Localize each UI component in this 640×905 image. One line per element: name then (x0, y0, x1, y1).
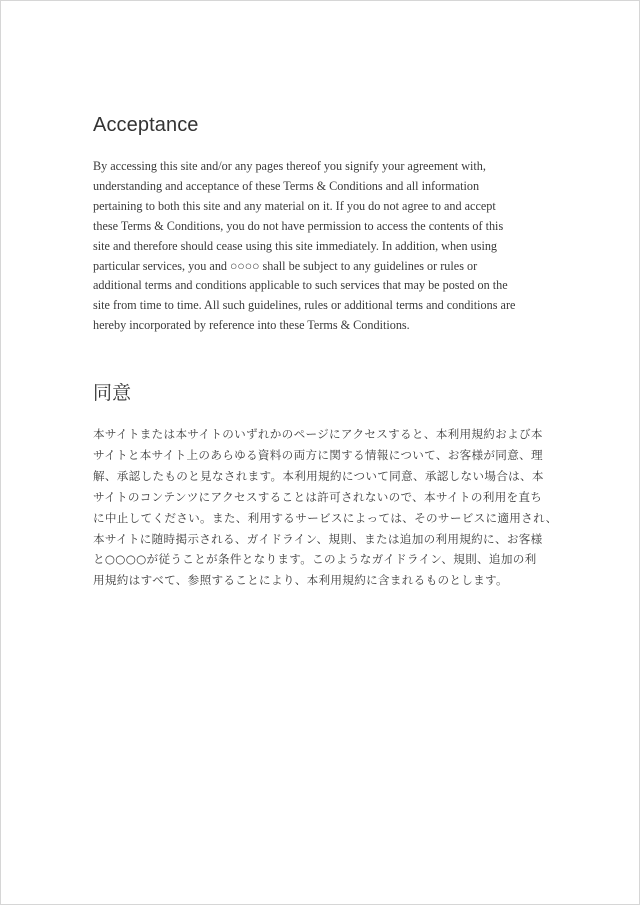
doui-line: サイトのコンテンツにアクセスすることは許可されないので、本サイトの利用を直ち (93, 489, 543, 504)
acceptance-heading: Acceptance (93, 114, 199, 136)
doui-section (93, 379, 558, 591)
acceptance-line: pertaining to both this site and any material on it. If you do not agree to and accept (93, 198, 496, 213)
acceptance-line: site from time to time. All such guidelines, rules or additional terms and conditions are (93, 298, 516, 313)
acceptance-line: By accessing this site and/or any pages thereof you signify your agreement with, (93, 159, 486, 173)
acceptance-body (93, 157, 553, 336)
doui-line: 用規約はすべて、参照することにより、本利用規約に含まれるものとします。 (93, 573, 508, 588)
acceptance-line: additional terms and conditions applicable to such services that may be posted on the (93, 278, 508, 293)
doui-line: 本サイトまたは本サイトのいずれかのページにアクセスすると、本利用規約および本 (93, 427, 543, 441)
doui-heading: 同意 (93, 382, 132, 404)
acceptance-line: hereby incorporated by reference into these Terms & Conditions. (93, 318, 410, 333)
acceptance-line: understanding and acceptance of these Terms & Conditions and all information (93, 178, 480, 193)
acceptance-section (93, 111, 553, 336)
acceptance-line: site and therefore should cease using this site immediately. In addition, when using (93, 238, 498, 253)
doui-line: と○○○○が従うことが条件となります。このようなガイドライン、規則、追加の利 (93, 552, 537, 567)
doui-body (93, 424, 558, 591)
acceptance-line: these Terms & Conditions, you do not have permission to access the contents of this (93, 218, 504, 233)
doui-line: 解、承認したものと見なされます。本利用規約について同意、承認しない場合は、本 (93, 468, 544, 483)
acceptance-line: particular services, you and ○○○○ shall be subject to any guidelines or rules or (93, 258, 478, 273)
doui-line: サイトと本サイト上のあらゆる資料の両方に関する情報について、お客様が同意、理 (93, 447, 543, 462)
doui-line: 本サイトに随時掲示される、ガイドライン、規則、または追加の利用規約に、お客様 (93, 531, 543, 546)
doui-line: に中止してください。また、利用するサービスによっては、そのサービスに適用され、 (93, 510, 558, 525)
